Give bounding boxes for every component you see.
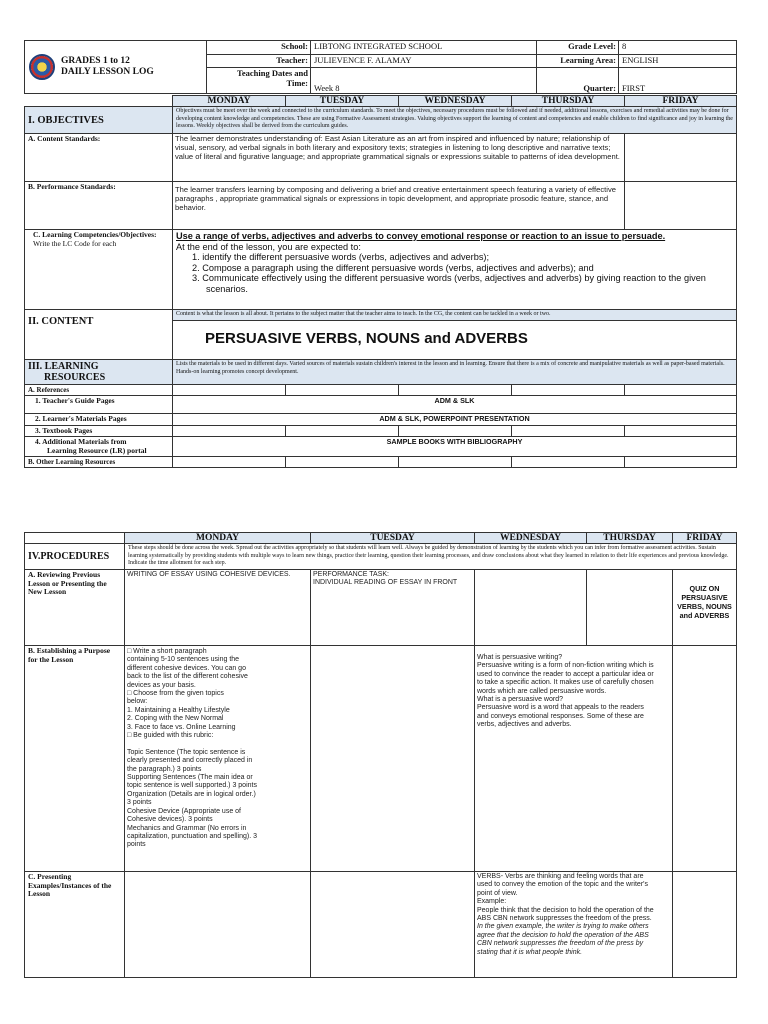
purpose-line: 2. Coping with the New Normal bbox=[127, 715, 224, 723]
header-block bbox=[24, 40, 736, 94]
learner-pages-value: ADM & SLK, POWERPOINT PRESENTATION bbox=[173, 414, 737, 426]
area-label: Learning Area: bbox=[537, 55, 619, 68]
review-tuesday-text: INDIVIDUAL READING OF ESSAY IN FRONT bbox=[313, 579, 458, 587]
purpose-wed-line: What is persuasive writing? bbox=[477, 654, 563, 661]
proc-day-tuesday: TUESDAY bbox=[311, 533, 475, 544]
day-header-row bbox=[25, 96, 737, 107]
purpose-line: 3. Face to face vs. Online Learning bbox=[127, 723, 236, 731]
grade-value: 8 bbox=[619, 41, 737, 55]
purpose-wed-line: Persuasive word is a word that appeals to the readers bbox=[477, 704, 644, 712]
teacher-guide-label: 1. Teacher's Guide Pages bbox=[25, 396, 173, 414]
review-lesson-label: A. Reviewing Previous Lesson or Presenting the New Lesson bbox=[25, 570, 125, 646]
procedures-day-row bbox=[25, 533, 737, 544]
procedures-table bbox=[24, 532, 736, 978]
log-title: GRADES 1 to 12 bbox=[61, 56, 130, 66]
purpose-line: the paragraph.) 3 points bbox=[127, 765, 202, 773]
proc-day-friday: FRIDAY bbox=[673, 533, 737, 544]
example-italic-line: agree that the decision to hold the operation of the ABS bbox=[477, 931, 649, 939]
purpose-line: □ Write a short paragraph bbox=[127, 648, 207, 655]
competencies-label: C. Learning Competencies/Objectives: bbox=[33, 230, 157, 239]
purpose-line: containing 5-10 sentences using the bbox=[127, 656, 240, 664]
day-tuesday: TUESDAY bbox=[286, 96, 399, 107]
additional-materials-label: 4. Additional Materials from bbox=[35, 437, 127, 446]
teacher-label: Teacher: bbox=[207, 55, 311, 68]
textbook-label: 3. Textbook Pages bbox=[25, 425, 173, 437]
purpose-line: Topic Sentence (The topic sentence is bbox=[127, 748, 246, 756]
content-standards-label: A. Content Standards: bbox=[25, 134, 173, 182]
dates-label: Teaching Dates and bbox=[236, 68, 308, 78]
competency-item: 2. Compose a paragraph using the different persuasive words (verbs, adjectives and adverbs); and bbox=[192, 262, 594, 273]
examples-wednesday bbox=[475, 872, 673, 978]
example-italic-line: In the given example, the writer is trying to make others bbox=[477, 923, 649, 931]
purpose-line: different cohesive devices. You can go bbox=[127, 664, 246, 672]
performance-standards-label: B. Performance Standards: bbox=[25, 182, 173, 230]
purpose-label: B. Establishing a Purpose for the Lesson bbox=[25, 646, 125, 872]
review-monday: WRITING OF ESSAY USING COHESIVE DEVICES. bbox=[125, 570, 311, 646]
teacher-value: JULIEVENCE F. ALAMAY bbox=[311, 55, 537, 68]
proc-day-wednesday: WEDNESDAY bbox=[475, 533, 587, 544]
purpose-line: Supporting Sentences (The main idea or bbox=[127, 774, 253, 782]
day-friday: FRIDAY bbox=[625, 96, 737, 107]
additional-materials-value: SAMPLE BOOKS WITH BIBLIOGRAPHY bbox=[173, 437, 737, 457]
purpose-line: □ Be guided with this rubric: bbox=[127, 732, 214, 740]
competency-list bbox=[176, 252, 733, 294]
lc-code-note: Write the LC Code for each bbox=[33, 238, 117, 248]
purpose-wed-line: verbs, adjectives and adverbs. bbox=[477, 721, 572, 729]
purpose-wed-line: What is a persuasive word? bbox=[477, 696, 563, 704]
purpose-line: below: bbox=[127, 698, 148, 706]
example-line: Example: bbox=[477, 898, 507, 906]
area-value: ENGLISH bbox=[619, 55, 737, 68]
purpose-monday bbox=[125, 646, 311, 872]
purpose-line: 3 points bbox=[127, 799, 152, 807]
example-line: People think that the decision to hold the operation of the bbox=[477, 906, 654, 914]
competency-intro: At the end of the lesson, you are expected to: bbox=[176, 241, 361, 252]
purpose-line: clearly presented and correctly placed in bbox=[127, 757, 253, 765]
purpose-line: Cohesive devices). 3 points bbox=[127, 816, 213, 824]
time-label: Time: bbox=[286, 78, 308, 88]
procedures-heading: IV.PROCEDURES bbox=[25, 544, 125, 570]
example-italic-line: CBN network suppresses the freedom of the press by bbox=[477, 940, 644, 948]
purpose-line: topic sentence is well supported.) 3 points bbox=[127, 782, 257, 790]
day-thursday: THURSDAY bbox=[512, 96, 625, 107]
purpose-line: Mechanics and Grammar (No errors in bbox=[127, 824, 247, 832]
purpose-line: Cohesive Device (Appropriate use of bbox=[127, 807, 242, 815]
day-wednesday: WEDNESDAY bbox=[399, 96, 512, 107]
resources-heading-2: RESOURCES bbox=[44, 372, 106, 383]
content-note: Content is what the lesson is all about. It pertains to the subject matter that the teacher aims to teach. In the CG, the content can be tackled in a week or two. bbox=[173, 310, 736, 321]
quarter-label: Quarter: bbox=[537, 68, 619, 94]
purpose-wed-line: to take a specific action. It makes use of carefully chosen bbox=[477, 679, 654, 687]
competency-title: Use a range of verbs, adjectives and adverbs to convey emotional response or reaction to an issue to persuade. bbox=[176, 231, 666, 241]
purpose-line: □ Choose from the given topics bbox=[127, 690, 224, 698]
purpose-line: 1. Maintaining a Healthy Lifestyle bbox=[127, 706, 230, 714]
competency-item: 3. Communicate effectively using the different persuasive words (verbs, adjectives and adverbs) by giving reaction to the given scenarios. bbox=[192, 273, 706, 294]
dates-value: Week 8 bbox=[311, 68, 537, 94]
teacher-guide-value: ADM & SLK bbox=[173, 396, 737, 414]
purpose-wed-line: words which are called persuasive words. bbox=[477, 687, 607, 695]
resources-note: Lists the materials to be used in different days. Varied sources of materials sustain children's interest in the lesson and in learning. Ensure that there is a mix of concrete and manipulative materials as well as paper-based materials. Hands-on learning promotes concept development. bbox=[173, 360, 737, 385]
content-headline: PERSUASIVE VERBS, NOUNS and ADVERBS bbox=[205, 329, 528, 347]
example-italic-line: stating that it is what people think. bbox=[477, 948, 583, 956]
example-line: ABS CBN network suppresses the freedom of the press. bbox=[477, 915, 652, 923]
competency-item: 1. identify the different persuasive words (verbs, adjectives and adverbs); bbox=[192, 252, 490, 263]
purpose-line: capitalization, punctuation and spelling). 3 bbox=[127, 832, 257, 840]
learner-pages-label: 2. Learner's Materials Pages bbox=[25, 414, 173, 426]
objectives-note: Objectives must be meet over the week and connected to the curriculum standards. To meet the objectives, necessary procedures must be followed and if needed, additional lessons, exercises and remedial activities may be done for developing content knowledge and competencies. These are using Formative Assessment strategies. Valuing objectives support the learning of content and competencies and enable children to find significance and joy in learning the lessons. Weekly objectives shall be derived from the curriculum guides. bbox=[173, 107, 737, 134]
purpose-wednesday bbox=[475, 646, 673, 872]
other-resources-label: B. Other Learning Resources bbox=[25, 457, 173, 468]
proc-day-monday: MONDAY bbox=[125, 533, 311, 544]
example-line: used to convey the emotion of the topic and the writer's bbox=[477, 881, 648, 889]
purpose-line: points bbox=[127, 841, 146, 849]
review-tuesday-title: PERFORMANCE TASK: bbox=[313, 571, 389, 578]
purpose-line: back to the list of the different cohesive bbox=[127, 673, 248, 681]
purpose-wed-line: used to convince the reader to accept a particular idea or bbox=[477, 670, 654, 678]
example-line: VERBS- Verbs are thinking and feeling words that are bbox=[477, 873, 644, 880]
log-subtitle: DAILY LESSON LOG bbox=[61, 67, 154, 77]
example-line: point of view. bbox=[477, 889, 518, 897]
grade-label: Grade Level: bbox=[537, 41, 619, 55]
deped-seal-icon bbox=[29, 54, 55, 80]
performance-standards-text: The learner transfers learning by composing and delivering a brief and creative entertainment speech featuring a variety of effective paragraphs , appropriate grammatical signals or expressions in topic development, and appropriate prosodic feature, stance, and behavior. bbox=[173, 182, 625, 230]
lesson-table bbox=[24, 95, 736, 468]
objectives-heading: I. OBJECTIVES bbox=[25, 107, 173, 134]
lr-portal-label: Learning Resource (LR) portal bbox=[47, 445, 147, 455]
purpose-line: Organization (Details are in logical order.) bbox=[127, 790, 256, 798]
school-value: LIBTONG INTEGRATED SCHOOL bbox=[311, 41, 537, 55]
school-label: School: bbox=[207, 41, 311, 55]
content-standards-text: The learner demonstrates understanding of: East Asian Literature as an art from inspired and influenced by nature; relationship of visual, sensory, ad verbal signals in both literary and expository texts; strategies in listening to long descriptive and narrative texts; value of literal and figurative language; and appropriate grammatical signals or expressions suitable to patterns of idea development. bbox=[173, 134, 625, 182]
procedures-note: These steps should be done across the week. Spread out the activities appropriately so that students will learn well. Always be guided by demonstration of learning by the students which you can infer from formative assessment activities. Sustain learning systematically by providing students with multiple ways to learn new things, practice their learning, question their learning processes, and draw conclusions about what they learned in relation to their life experiences and previous knowledge. Indicate the time allotment for each step. bbox=[125, 544, 737, 570]
examples-label: C. Presenting Examples/Instances of the Lesson bbox=[25, 872, 125, 978]
day-monday: MONDAY bbox=[173, 96, 286, 107]
references-label: A. References bbox=[25, 385, 173, 396]
quarter-value: FIRST bbox=[619, 68, 737, 94]
purpose-line: devices as your basis. bbox=[127, 681, 196, 689]
purpose-wed-line: Persuasive writing is a form of non-fiction writing which is bbox=[477, 662, 654, 670]
resources-heading: III. LEARNING bbox=[28, 361, 99, 372]
content-heading: II. CONTENT bbox=[25, 310, 173, 360]
proc-day-thursday: THURSDAY bbox=[587, 533, 673, 544]
review-friday: QUIZ ON PERSUASIVE VERBS, NOUNS and ADVERBS bbox=[673, 570, 737, 646]
purpose-wed-line: and conveys emotional responses. Some of these are bbox=[477, 712, 644, 720]
